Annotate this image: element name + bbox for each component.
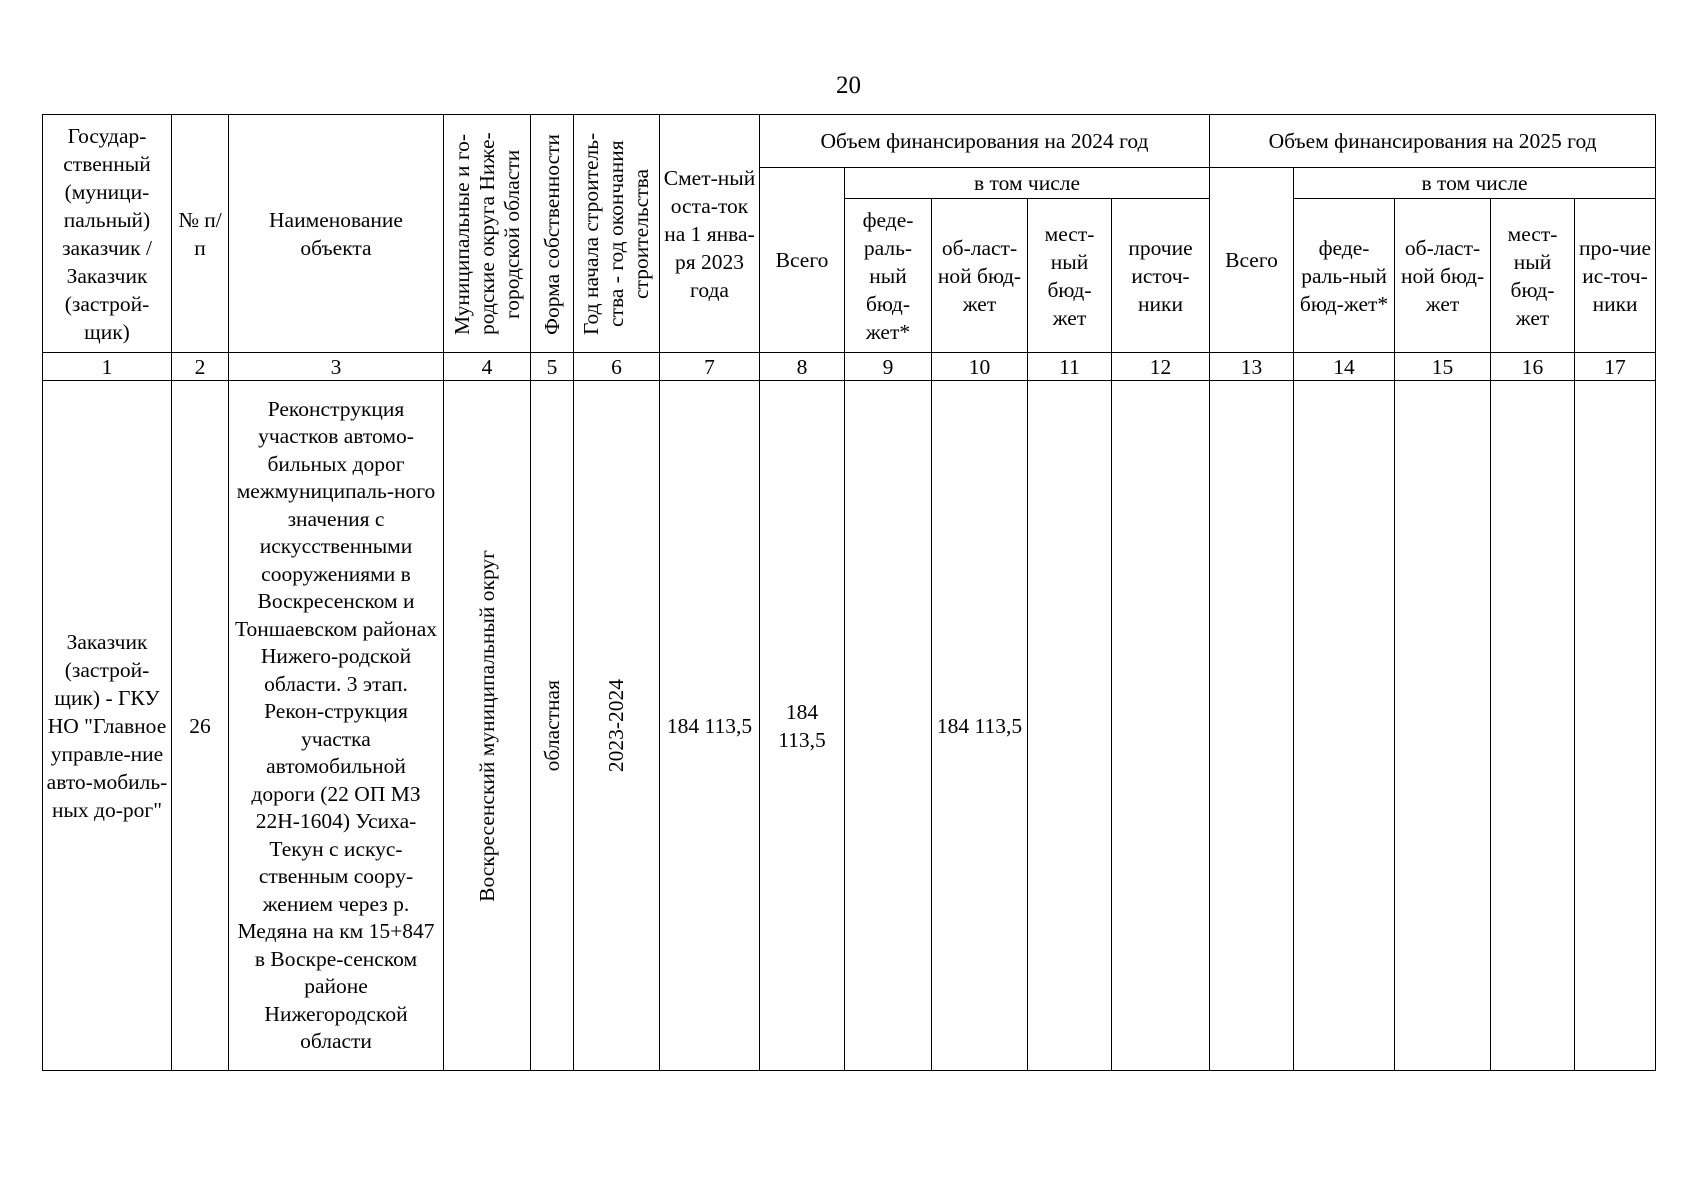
column-number: 10 xyxy=(932,353,1028,381)
remaining-estimate-cell: 184 113,5 xyxy=(660,381,760,1071)
header-financing-2025: Объем финансирования на 2025 год xyxy=(1210,115,1656,168)
total-2024-cell: 184 113,5 xyxy=(760,381,845,1071)
header-including-2024: в том числе xyxy=(845,168,1210,199)
header-number: № п/п xyxy=(172,115,229,353)
column-number: 14 xyxy=(1294,353,1395,381)
header-other-2024: прочие источ-ники xyxy=(1112,199,1210,353)
table-row xyxy=(43,381,1656,1071)
column-number: 3 xyxy=(229,353,444,381)
column-number-row xyxy=(43,353,1656,381)
column-number: 6 xyxy=(574,353,660,381)
header-federal-2025: феде-раль-ный бюд-жет* xyxy=(1294,199,1395,353)
header-regional-2024: об-ласт-ной бюд-жет xyxy=(932,199,1028,353)
header-customer: Государ-ственный (муници-пальный) заказчик / Заказчик (застрой-щик) xyxy=(43,115,172,353)
ownership-cell: областная xyxy=(531,381,574,1071)
regional-2025-cell xyxy=(1395,381,1491,1071)
column-number: 4 xyxy=(444,353,531,381)
column-number: 13 xyxy=(1210,353,1294,381)
column-number: 11 xyxy=(1028,353,1112,381)
header-total-2025: Всего xyxy=(1210,168,1294,353)
column-number: 12 xyxy=(1112,353,1210,381)
column-number: 9 xyxy=(845,353,932,381)
header-ownership: Форма собственности xyxy=(531,115,574,353)
object-financing-table xyxy=(42,114,1656,1071)
object-name-cell: Реконструкция участков автомо-бильных дорог межмуниципаль-ного значения с искусственными сооружениями в Воскресенском и Тоншаевском районах Нижего-родской области. 3 этап. Рекон-струкция участка автомобильной дороги (22 ОП МЗ 22Н-1604) Усиха-Текун с искус-ственным соору-жением через р. Медяна на км 15+847 в Воскре-сенском районе Нижегородской области xyxy=(229,381,444,1071)
federal-2024-cell xyxy=(845,381,932,1071)
header-object-name: Наименование объекта xyxy=(229,115,444,353)
local-2025-cell xyxy=(1491,381,1575,1071)
municipality-cell: Воскресенский муниципальный округ xyxy=(444,381,531,1071)
header-local-2025: мест-ный бюд-жет xyxy=(1491,199,1575,353)
header-federal-2024: феде-раль-ный бюд-жет* xyxy=(845,199,932,353)
customer-cell: Заказчик (застрой-щик) - ГКУ НО "Главное управле-ние авто-мобиль-ных до-рог" xyxy=(43,381,172,1071)
column-number: 5 xyxy=(531,353,574,381)
other-2024-cell xyxy=(1112,381,1210,1071)
column-number: 1 xyxy=(43,353,172,381)
years-cell: 2023-2024 xyxy=(574,381,660,1071)
header-other-2025: про-чие ис-точ-ники xyxy=(1575,199,1656,353)
column-number: 16 xyxy=(1491,353,1575,381)
header-regional-2025: об-ласт-ной бюд-жет xyxy=(1395,199,1491,353)
header-local-2024: мест-ный бюд-жет xyxy=(1028,199,1112,353)
header-financing-2024: Объем финансирования на 2024 год xyxy=(760,115,1210,168)
local-2024-cell xyxy=(1028,381,1112,1071)
header-construction-years: Год начала строитель-ства - год окончания строительства xyxy=(574,115,660,353)
column-number: 2 xyxy=(172,353,229,381)
header-total-2024: Всего xyxy=(760,168,845,353)
regional-2024-cell: 184 113,5 xyxy=(932,381,1028,1071)
column-number: 8 xyxy=(760,353,845,381)
header-including-2025: в том числе xyxy=(1294,168,1656,199)
column-number: 15 xyxy=(1395,353,1491,381)
header-municipality: Муниципальные и го-родские округа Ниже-городской области xyxy=(444,115,531,353)
total-2025-cell xyxy=(1210,381,1294,1071)
federal-2025-cell xyxy=(1294,381,1395,1071)
header-remaining-estimate: Смет-ный оста-ток на 1 янва-ря 2023 года xyxy=(660,115,760,353)
header-row-1 xyxy=(43,115,1656,168)
column-number: 7 xyxy=(660,353,760,381)
column-number: 17 xyxy=(1575,353,1656,381)
row-number-cell: 26 xyxy=(172,381,229,1071)
page-number: 20 xyxy=(836,72,861,99)
other-2025-cell xyxy=(1575,381,1656,1071)
